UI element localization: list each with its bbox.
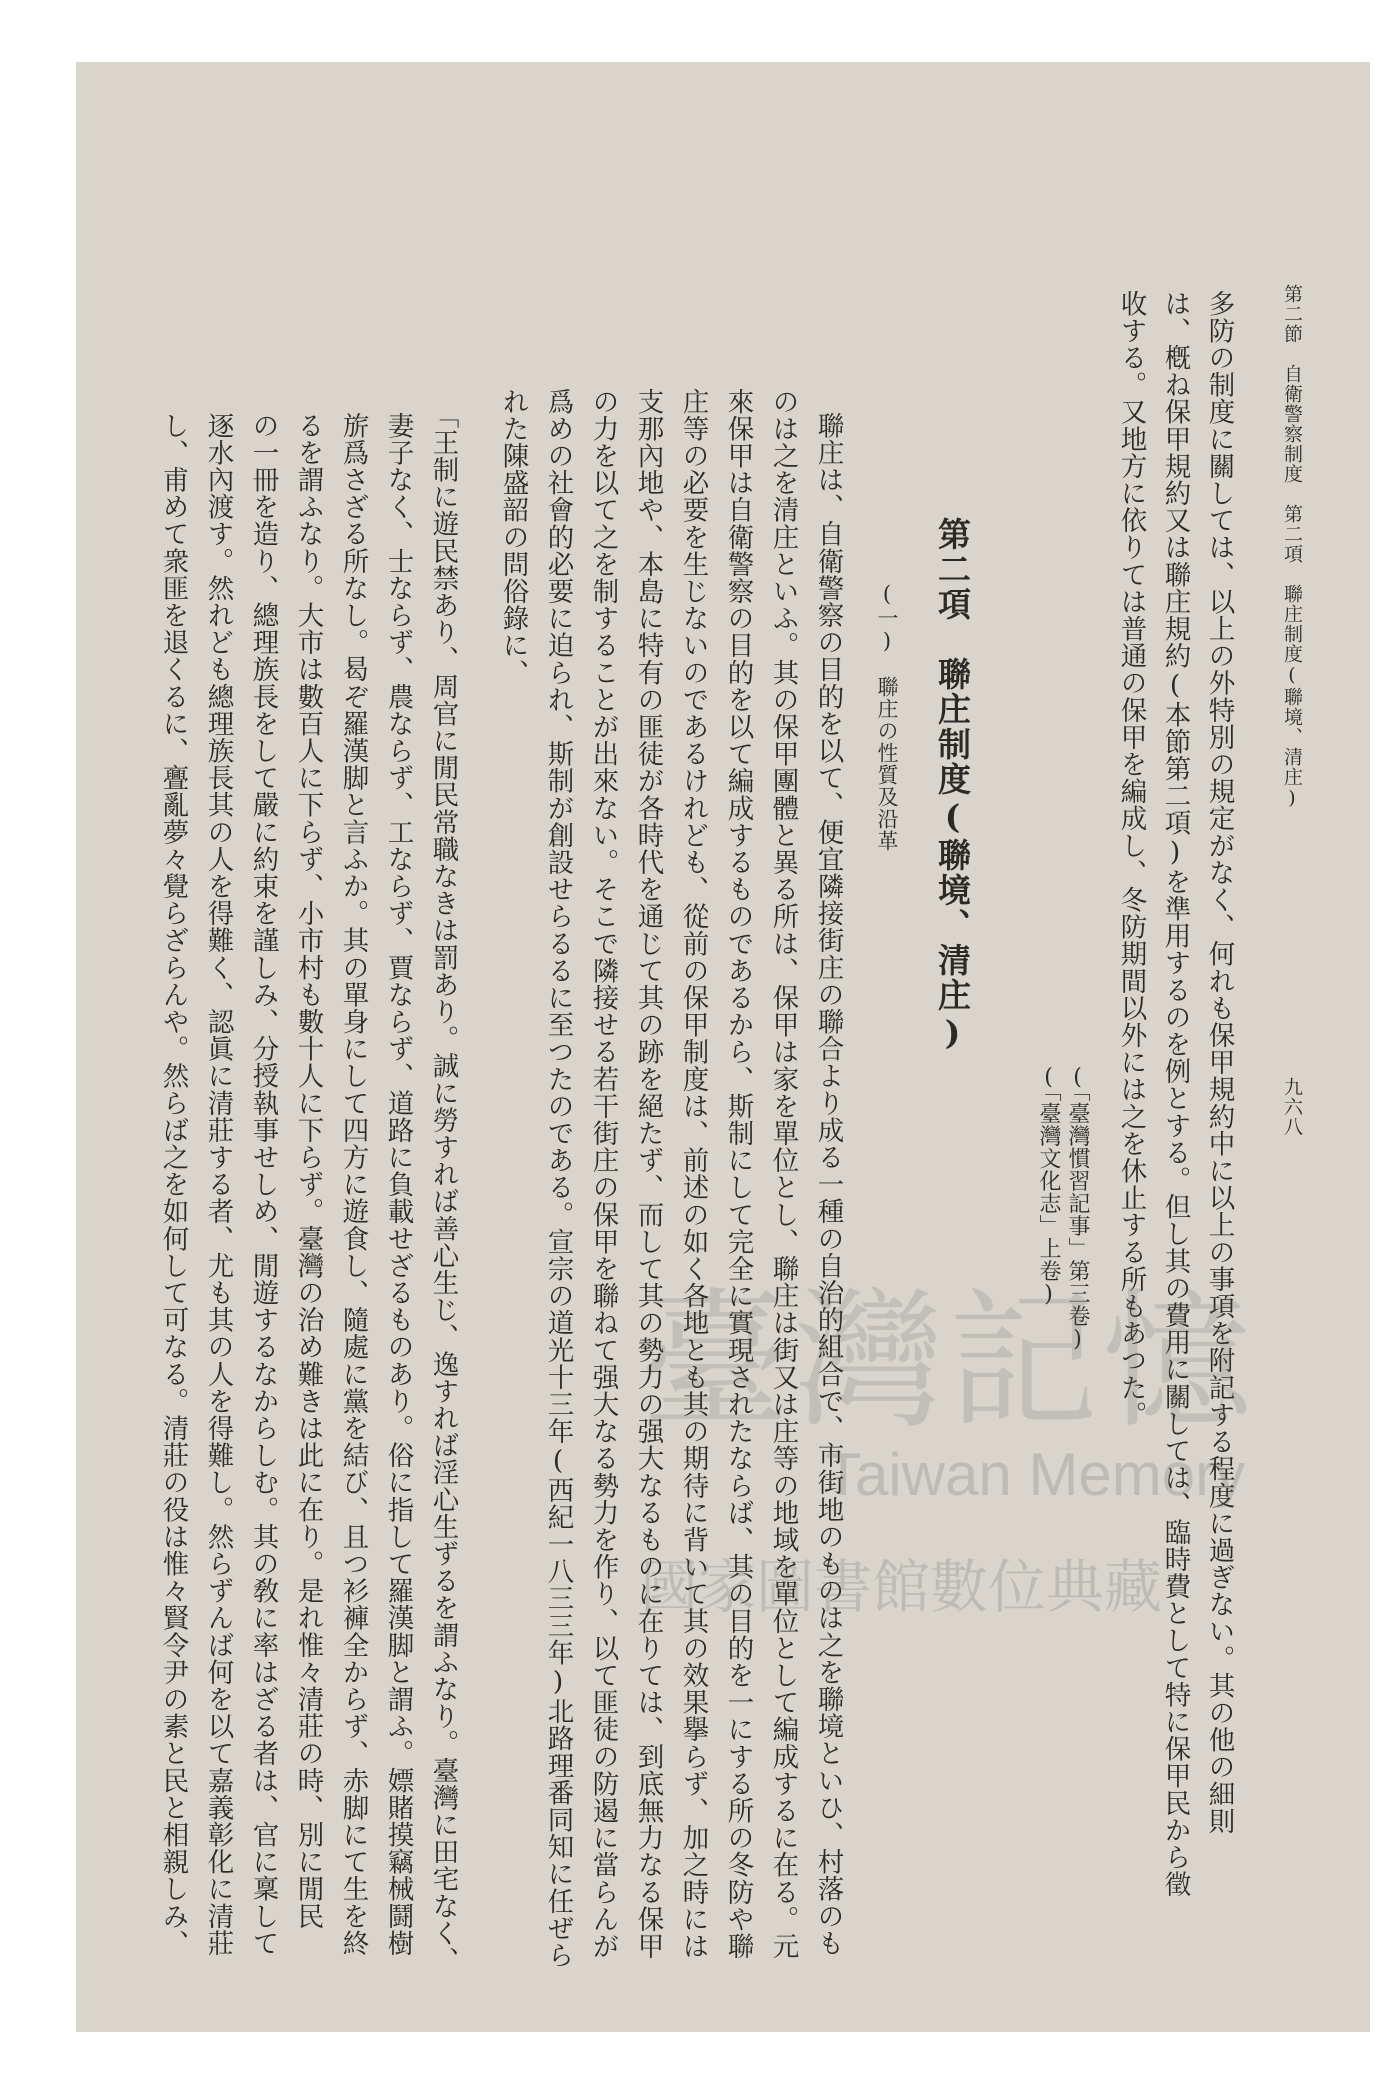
subsection-title: (一) 聯庄の性質及沿革 xyxy=(875,582,899,852)
paragraph-line: 爲めの社會的必要に迫られ、斯制が創設せらるるに至つたのである。宣宗の道光十三年(西紀一八三三年)北路理番同知に任ぜら xyxy=(542,388,574,1969)
citation: (「臺灣慣習記事」第三卷) xyxy=(1065,1065,1090,1353)
paragraph-line: 多防の制度に關しては、以上の外特別の規定がなく、何れも保甲規約中に以上の事項を附記する程度に過ぎない。其の他の細則 xyxy=(1203,290,1235,1835)
paragraph-line: の力を以て之を制することが出來ない。そこで隣接せる若干街庄の保甲を聯ねて强大なる勢力を作り、以て匪徒の防遏に當らんが xyxy=(587,388,619,1960)
quote-line: 逐水內渡す。然れども總理族長其の人を得難く、認眞に清莊する者、尤も其の人を得難し。然らずんば何を以て嘉義彰化に清莊 xyxy=(202,412,234,1957)
quote-line: 「王制に遊民禁あり、周官に閒民常職なきは罰あり。誠に勞すれば善心生じ、逸すれば淫心生ずるを謂ふなり。臺灣に田宅なく、 xyxy=(427,402,459,1974)
watermark-library: 國家圖書館數位典藏 xyxy=(640,1553,1163,1621)
quote-line: し、甫めて衆匪を退くるに、亹亂夢々覺らざらんや。然らば之を如何して可なる。清莊の役は惟々賢令尹の素と民と相親しみ、 xyxy=(157,412,189,1957)
quote-line: るを謂ふなり。大市は數百人に下らず、小市村も數十人に下らず。臺灣の治め難きは此に在り。是れ惟々清莊の時、別に閒民 xyxy=(292,412,324,1930)
paragraph-line: 支那內地や、本島に特有の匪徒が各時代を通じて其の跡を絕たず、而して其の勢力の强大なるものに在りては、到底無力なる保甲 xyxy=(632,388,664,1960)
page-number: 九六八 xyxy=(1281,1077,1303,1137)
citation: (「臺灣文化志」上卷) xyxy=(1036,1065,1061,1308)
watermark-english: Taiwan Memory xyxy=(825,1441,1246,1508)
paragraph-line: れた陳盛韶の問俗錄に、 xyxy=(497,388,529,687)
paragraph-line: 收する。又地方に依りては普通の保甲を編成し、冬防期間以外には之を休止する所もあつた。 xyxy=(1115,290,1147,1429)
quote-line: の一冊を造り、總理族長をして嚴に約束を謹しみ、分授執事せしめ、閒遊するなからしむ。其の敎に率はざる者は、官に稟して xyxy=(247,412,279,1957)
document-page xyxy=(76,62,1370,2032)
paragraph-line: 聯庄は、自衛警察の目的を以て、便宜隣接街庄の聯合より成る一種の自治的組合で、市街地のものは之を聯境といひ、村落のも xyxy=(812,412,844,1957)
paragraph-line: 來保甲は自衛警察の目的を以て編成するものであるから、斯制にして完全に實現されたならば、其の目的を一にする所の冬防や聯 xyxy=(722,388,754,1960)
paragraph-line: 庄等の必要を生じないのであるけれども、從前の保甲制度は、前述の如く各地とも其の期待に背いて其の效果擧らず、加之時には xyxy=(677,388,709,1960)
paragraph-line: は、槪ね保甲規約又は聯庄規約(本節第二項)を準用するのを例とする。但し其の費用に關しては、臨時費として特に保甲民から徵 xyxy=(1159,290,1191,1898)
quote-line: 妻子なく、士ならず、農ならず、工ならず、賈ならず、道路に負載せざるものあり。俗に指して羅漢脚と謂ふ。嫖賭摸竊械鬪樹 xyxy=(382,412,414,1957)
quote-line: 旂爲さざる所なし。曷ぞ羅漢脚と言ふか。其の單身にして四方に遊食し、隨處に黨を結び、且つ衫褲全からず、赤脚にて生を終 xyxy=(337,412,369,1957)
section-title: 第二項 聯庄制度(聯境、清庄) xyxy=(933,517,972,1054)
running-header: 第二節 自衛警察制度 第二項 聯庄制度(聯境、清庄) xyxy=(1281,284,1303,810)
paragraph-line: のは之を清庄といふ。其の保甲團體と異る所は、保甲は家を單位とし、聯庄は街又は庄等の地域を單位として編成するに在る。元 xyxy=(767,388,799,1960)
